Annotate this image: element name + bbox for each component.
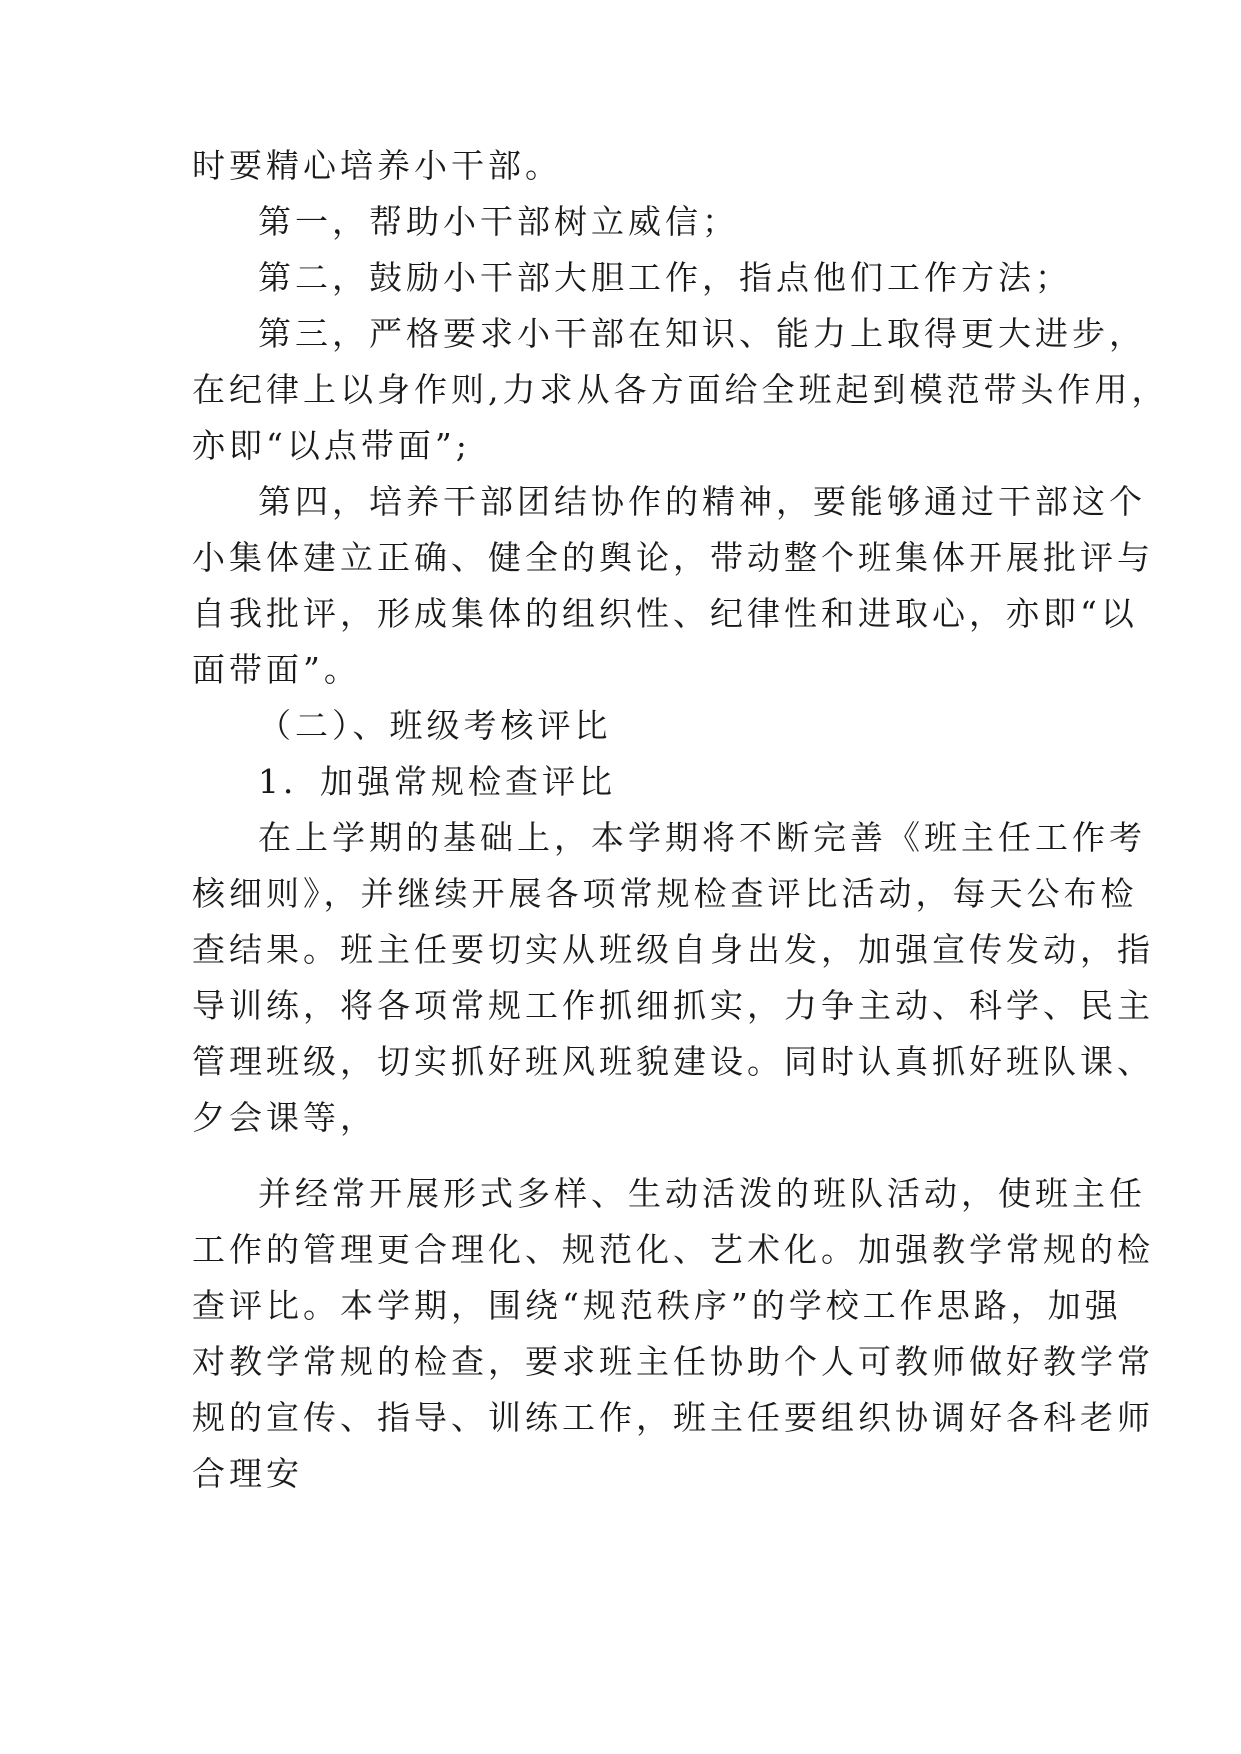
text-line: 在上学期的基础上，本学期将不断完善《班主任工作考 xyxy=(258,818,1146,857)
text-line: 第二，鼓励小干部大胆工作，指点他们工作方法； xyxy=(258,258,1072,297)
text-line: 时要精心培养小干部。 xyxy=(192,146,562,185)
text-line: 导训练，将各项常规工作抓细抓实，力争主动、科学、民主 xyxy=(192,986,1154,1025)
text-line: 管理班级，切实抓好班风班貌建设。同时认真抓好班队课、 xyxy=(192,1042,1154,1081)
text-line: 在纪律上以身作则,力求从各方面给全班起到模范带头作用， xyxy=(192,370,1169,409)
text-line: 亦即“以点带面”; xyxy=(192,426,471,465)
text-line: 工作的管理更合理化、规范化、艺术化。加强教学常规的检 xyxy=(192,1230,1154,1269)
text-line: 面带面”。 xyxy=(192,650,361,689)
subsection-heading: 1．加强常规检查评比 xyxy=(258,762,616,801)
text-line: 查结果。班主任要切实从班级自身出发，加强宣传发动，指 xyxy=(192,930,1154,969)
section-heading: （二）、班级考核评比 xyxy=(258,706,612,745)
text-line: 小集体建立正确、健全的舆论，带动整个班集体开展批评与 xyxy=(192,538,1154,577)
text-line: 夕会课等， xyxy=(192,1098,377,1137)
text-line: 第四，培养干部团结协作的精神，要能够通过干部这个 xyxy=(258,482,1146,521)
text-line: 查评比。本学期，围绕“规范秩序”的学校工作思路，加强 xyxy=(192,1286,1122,1325)
text-line: 规的宣传、指导、训练工作，班主任要组织协调好各科老师 xyxy=(192,1398,1154,1437)
text-line: 第一，帮助小干部树立威信； xyxy=(258,202,739,241)
text-line: 对教学常规的检查，要求班主任协助个人可教师做好教学常 xyxy=(192,1342,1154,1381)
text-line: 并经常开展形式多样、生动活泼的班队活动，使班主任 xyxy=(258,1174,1146,1213)
text-line: 第三，严格要求小干部在知识、能力上取得更大进步， xyxy=(258,314,1146,353)
text-line: 自我批评，形成集体的组织性、纪律性和进取心，亦即“以 xyxy=(192,594,1138,633)
text-line: 核细则》，并继续开展各项常规检查评比活动，每天公布检 xyxy=(192,874,1138,913)
text-line: 合理安 xyxy=(192,1454,303,1493)
